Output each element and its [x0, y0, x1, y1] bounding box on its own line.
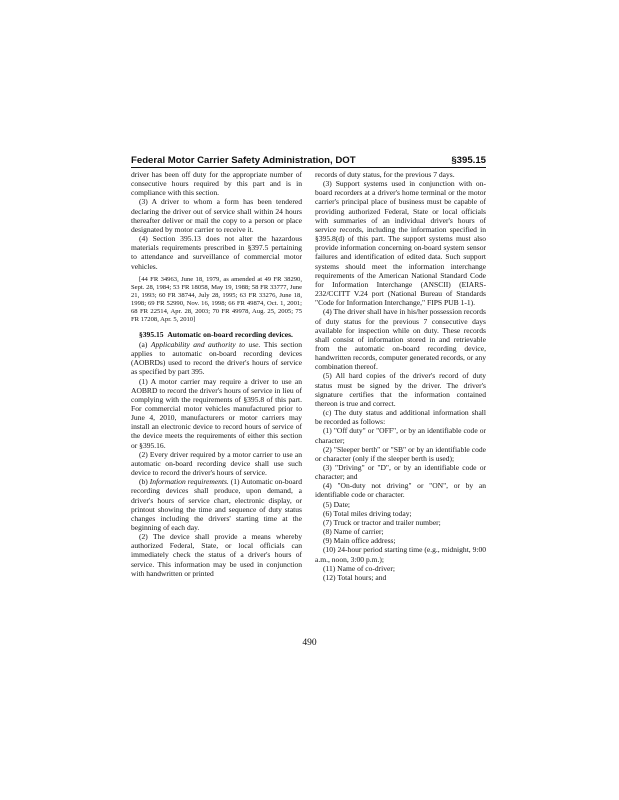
paragraph: (3) A driver to whom a form has been tendered declaring the driver out of service shall within 24 hours thereafter deliver or mail the copy to a person or place designated by motor carrier to receive it. — [131, 197, 302, 234]
list-item: (2) "Sleeper berth" or "SB" or by an identifiable code or character (only if the sleeper berth is used); — [315, 444, 486, 463]
list-item: (3) "Driving" or "D", or by an identifiable code or character; and — [315, 463, 486, 482]
agency-title: Federal Motor Carrier Safety Administration, DOT — [131, 155, 356, 166]
list-item: (10) 24-hour period starting time (e.g., midnight, 9:00 a.m., noon, 3:00 p.m.); — [315, 545, 486, 564]
paragraph: (2) The device shall provide a means whereby authorized Federal, State, or local officials can immediately check the status of a driver's hours of service. This information may be used in conjunction with handwritten or printed — [131, 532, 302, 578]
paragraph-lead: (b) — [139, 477, 148, 487]
paragraph: (2) Every driver required by a motor carrier to use an automatic on-board recording device shall use such device to record the driver's hours of service. — [131, 449, 302, 478]
paragraph-a — [131, 340, 302, 377]
section-heading-number: §395.15 — [139, 329, 164, 339]
paragraph-lead: (a) — [139, 339, 148, 349]
paragraph: records of duty status, for the previous 7 days. — [315, 170, 455, 179]
list-item: (5) Date; — [323, 499, 351, 509]
list-item: (9) Main office address; — [323, 536, 396, 546]
header-rule — [131, 167, 486, 168]
paragraph-b — [131, 477, 302, 532]
paragraph-text: (1) Automatic on-board recording devices shall produce, upon demand, a driver's hours of service chart, electronic display, or printout showing the time and sequence of duty status changes including the drivers' starting time at the beginning of each day. — [131, 477, 303, 532]
paragraph: (1) A motor carrier may require a driver to use an AOBRD to record the driver's hours of service in lieu of complying with the requirements of §395.8 of this part. For commercial motor vehicles manufactured prior to June 4, 2010, manufacturers or motor carriers may install an electronic device to record hours of service of the device meets the requirements of either this section or §395.16. — [131, 376, 302, 450]
list-item: (8) Name of carrier; — [323, 527, 384, 537]
list-item: (12) Total hours; and — [323, 572, 387, 582]
running-header — [131, 150, 486, 166]
section-heading-title: Automatic on-board recording devices. — [167, 329, 293, 339]
paragraph-title: Applicability and authority to use. — [150, 339, 261, 349]
list-item: (7) Truck or tractor and trailer number; — [323, 517, 441, 527]
list-item: (6) Total miles driving today; — [323, 508, 412, 518]
section-heading — [131, 330, 302, 339]
list-item: (4) "On-duty not driving" or "ON", or by an identifiable code or character. — [315, 481, 486, 500]
paragraph: (c) The duty status and additional information shall be recorded as follows: — [315, 408, 486, 427]
page-number: 490 — [302, 638, 317, 648]
list-item: (11) Name of co-driver; — [323, 563, 396, 573]
paragraph: (4) Section 395.13 does not alter the hazardous materials requirements prescribed in §397.5 pertaining to attendance and surveillance of commercial motor vehicles. — [131, 234, 302, 271]
paragraph: (5) All hard copies of the driver's record of duty status must be signed by the driver. The driver's signature certifies that the information contained thereon is true and correct. — [315, 371, 486, 408]
paragraph: (4) The driver shall have in his/her possession records of duty status for the previous 7 consecutive days available for inspection while on duty. These records shall consist of information stored in and retrievable from the automatic on-board recording device, handwritten records, computer generated records, or any combination thereof. — [315, 307, 486, 372]
paragraph: (3) Support systems used in conjunction with on-board recorders at a driver's home terminal or the motor carrier's principal place of business must be capable of providing authorized Federal, State or local officials with summaries of an individual driver's hours of service records, including the information specified in §395.8(d) of this part. The support systems must also provide information concerning on-board system sensor failures and identification of edited data. Such support systems should meet the information interchange requirements of the American National Standard Code for Information Interchange (ANSCII) (EIARS-232/CCITT V.24 port (National Bureau of Standards "Code for Information Interchange," FIPS PUB 1-1). — [315, 179, 486, 308]
paragraph: driver has been off duty for the appropriate number of consecutive hours required by this part and is in compliance with this section. — [131, 170, 302, 198]
paragraph-title: Information requirements. — [149, 477, 229, 487]
right-column — [315, 170, 486, 582]
list-item: (1) "Off duty" or "OFF", or by an identifiable code or character; — [315, 426, 486, 445]
section-number: §395.15 — [451, 155, 486, 166]
paragraph-text: This section applies to automatic on-board recording devices (AOBRDs) used to record the driver's hours of service as specified by part 395. — [131, 339, 302, 377]
left-column — [131, 170, 302, 578]
citation: [44 FR 34963, June 18, 1979, as amended at 49 FR 38290, Sept. 28, 1984; 53 FR 18058, May 19, 1988; 58 FR 33777, June 21, 1993; 60 FR 38744, July 28, 1995; 63 FR 33276, June 18, 1998; 69 FR 52990, Nov. 16, 1998; 66 FR 49874, Oct. 1, 2001; 68 FR 22514, Apr. 28, 2003; 70 FR 49978, Aug. 25, 2005; 75 FR 17208, Apr. 5, 2010] — [131, 275, 302, 323]
